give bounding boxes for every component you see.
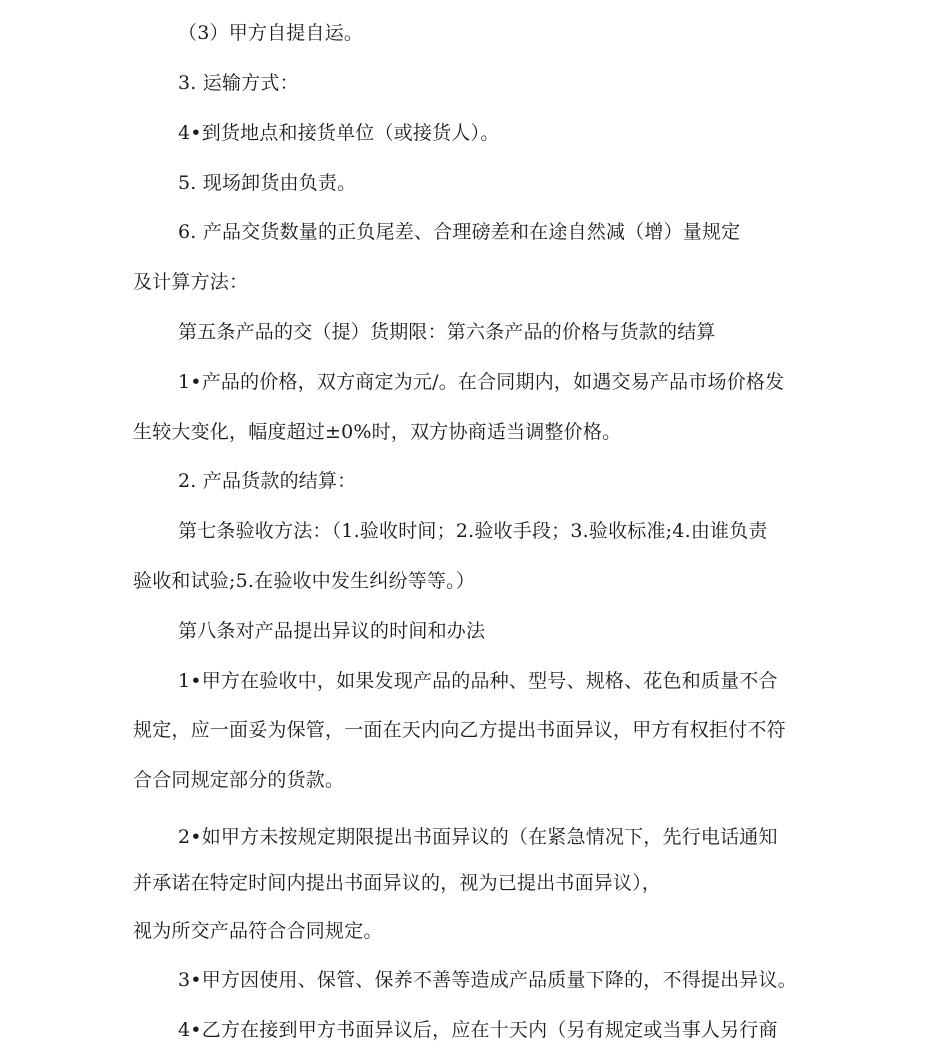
text-line-inspection-disputes: 验收和试验;5.在验收中发生纠纷等等。） [133, 570, 476, 592]
text-line-objection-one: 1•甲方在验收中，如果发现产品的品种、型号、规格、花色和质量不合 [178, 670, 778, 692]
text-line-transport-method: 3. 运输方式： [178, 72, 299, 94]
text-line-quantity-tolerance: 6. 产品交货数量的正负尾差、合理磅差和在途自然减（增）量规定 [178, 221, 741, 243]
text-line-price-adjustment: 生较大变化，幅度超过±0%时，双方协商适当调整价格。 [133, 421, 622, 443]
text-line-price-agreement: 1•产品的价格，双方商定为元/。在合同期内，如遇交易产品市场价格发 [178, 371, 785, 393]
text-line-article-eight: 第八条对产品提出异议的时间和办法 [178, 620, 486, 642]
text-line-self-pickup: （3）甲方自提自运。 [178, 22, 364, 44]
text-line-article-seven: 第七条验收方法：（1.验收时间；2.验收手段；3.验收标准;4.由谁负责 [178, 520, 768, 542]
text-line-objection-two-end: 视为所交产品符合合同规定。 [133, 920, 383, 942]
text-line-objection-two: 2•如甲方未按规定期限提出书面异议的（在紧急情况下，先行电话通知 [178, 826, 778, 848]
text-line-delivery-location: 4•到货地点和接货单位（或接货人）。 [178, 122, 500, 144]
text-line-objection-one-cont: 规定，应一面妥为保管，一面在天内向乙方提出书面异议，甲方有权拒付不符 [133, 719, 786, 741]
text-line-article-five-six: 第五条产品的交（提）货期限：第六条产品的价格与货款的结算 [178, 321, 716, 343]
text-line-objection-three: 3•甲方因使用、保管、保养不善等造成产品质量下降的，不得提出异议。 [178, 969, 797, 991]
text-line-objection-two-cont: 并承诺在特定时间内提出书面异议的，视为已提出书面异议）， [133, 872, 662, 894]
text-line-calculation-method: 及计算方法： [133, 271, 249, 293]
text-line-payment-settlement: 2. 产品货款的结算： [178, 470, 357, 492]
text-line-objection-four: 4•乙方在接到甲方书面异议后，应在十天内（另有规定或当事人另行商 [178, 1019, 778, 1041]
text-line-objection-one-end: 合合同规定部分的货款。 [133, 769, 345, 791]
text-line-onsite-unloading: 5. 现场卸货由负责。 [178, 172, 357, 194]
